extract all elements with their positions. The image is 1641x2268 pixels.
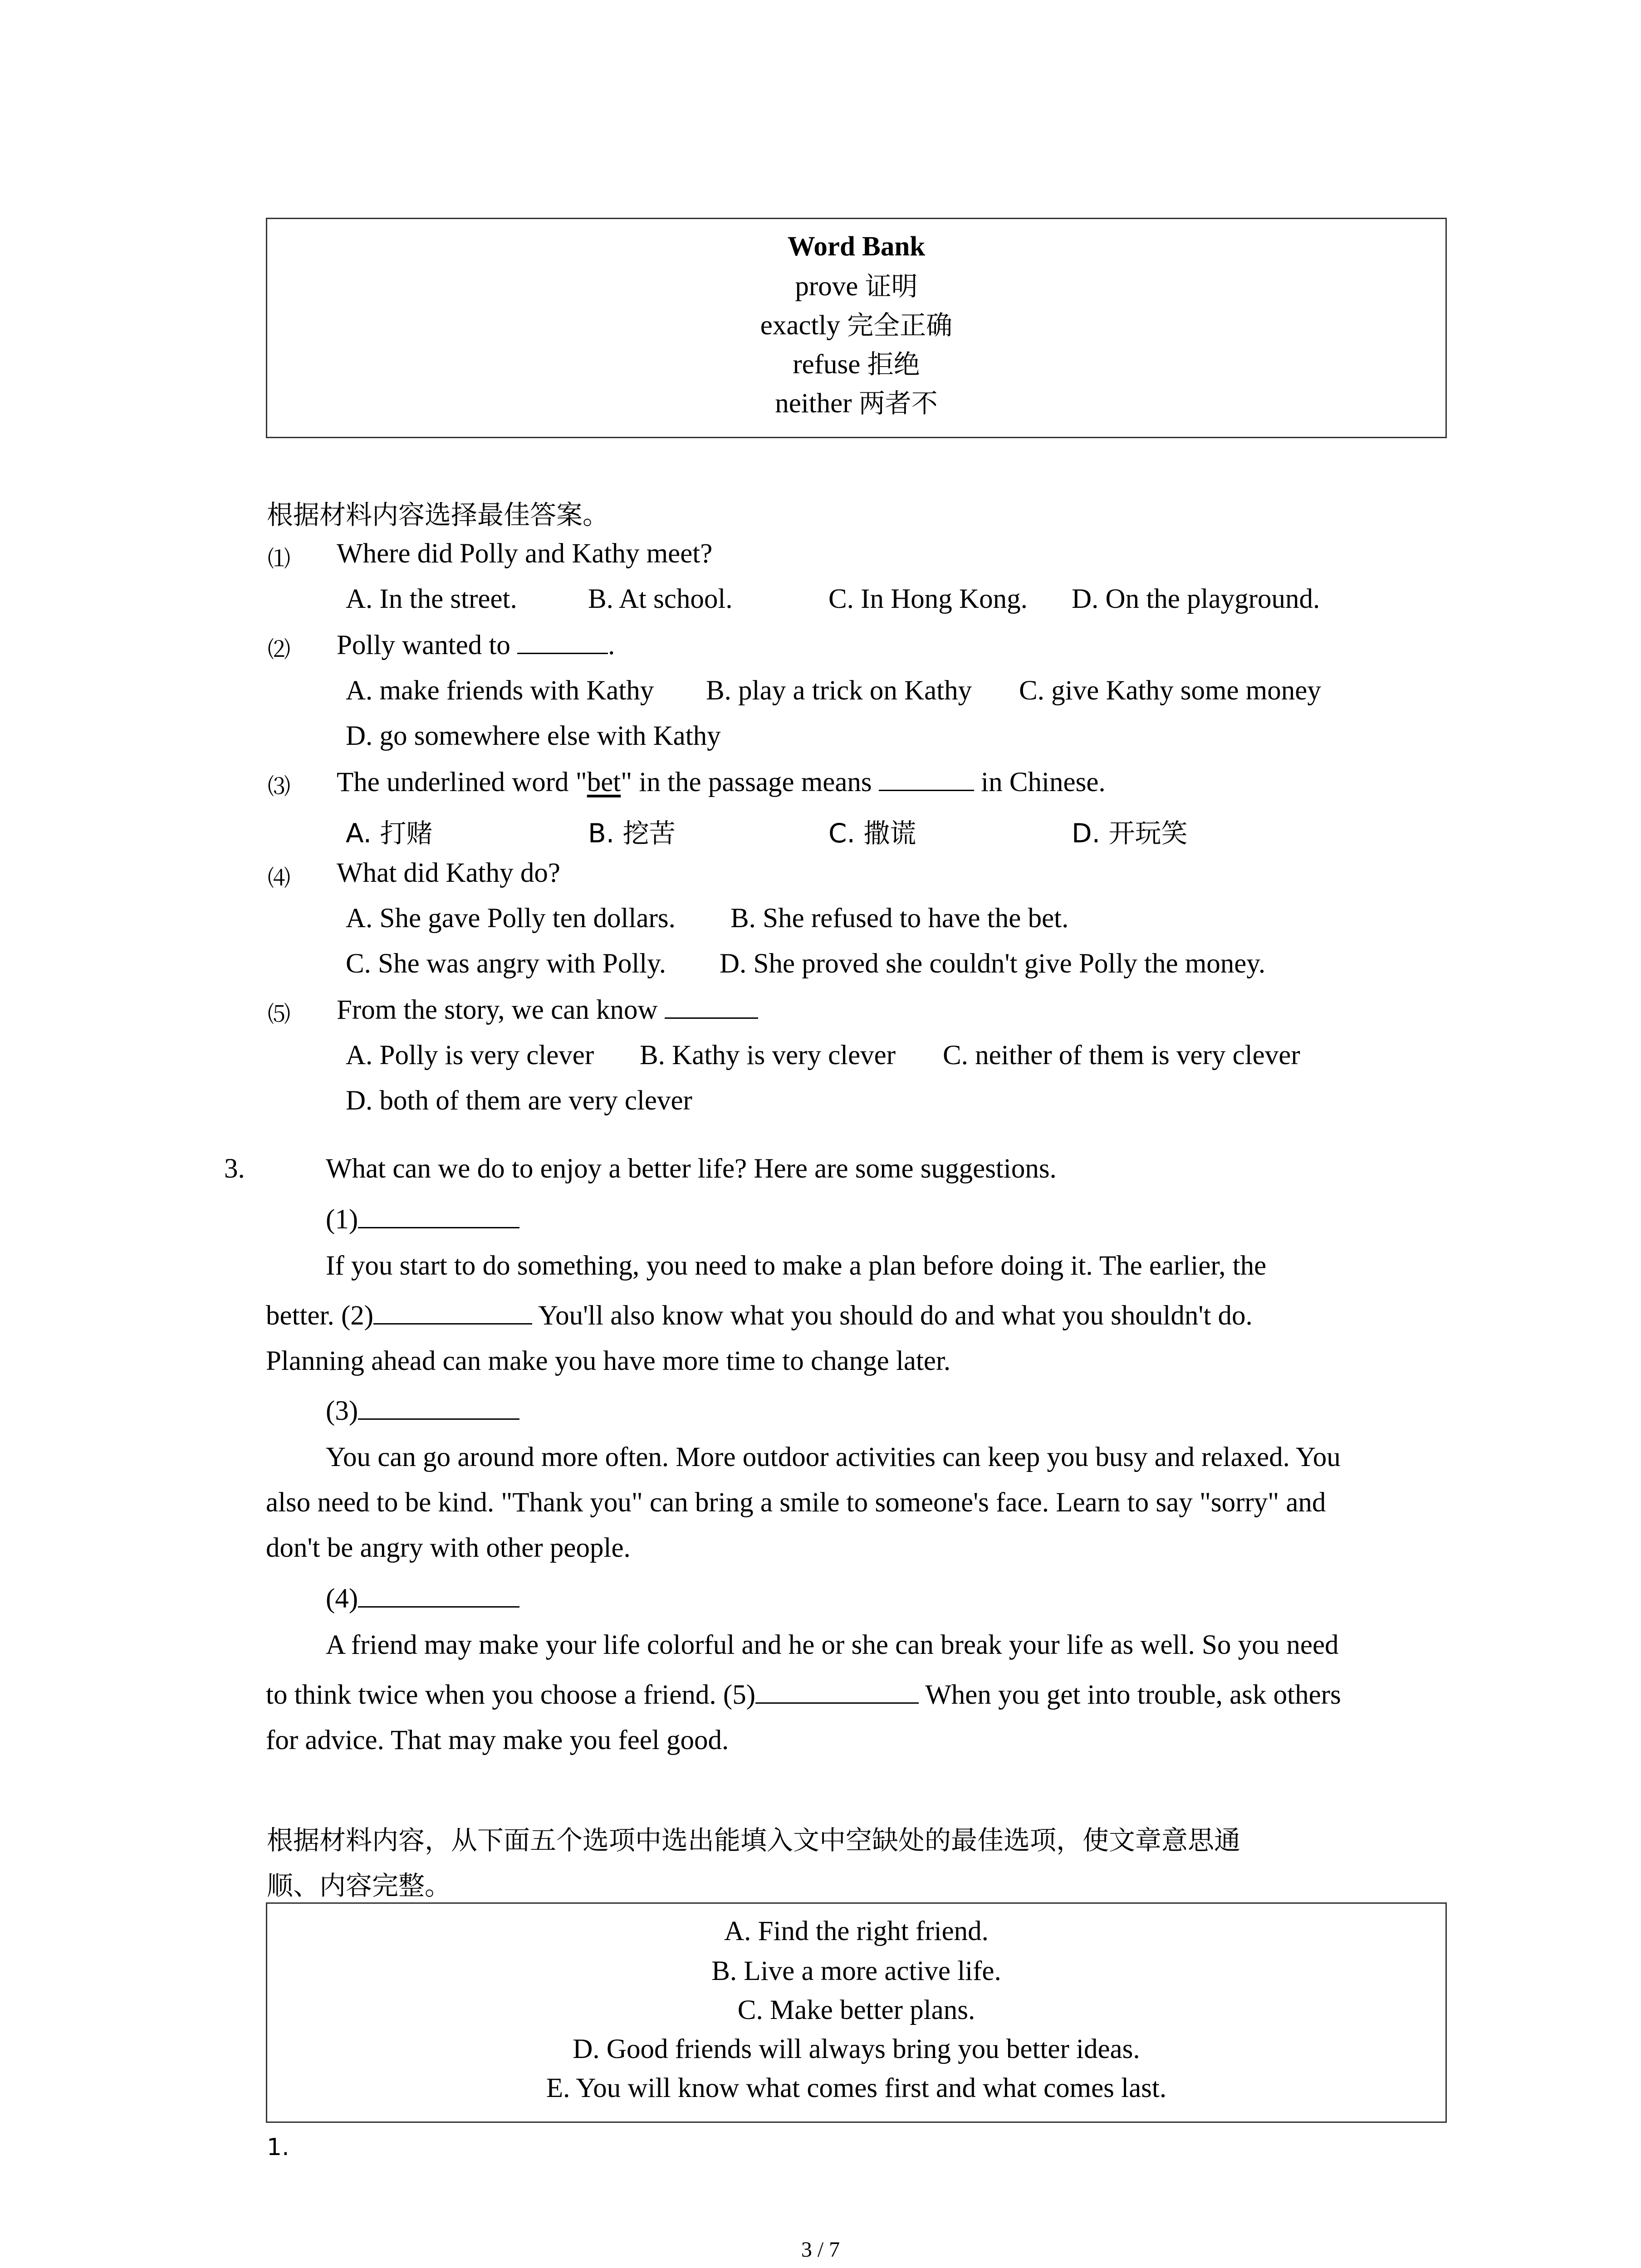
choice-option: D. Good friends will always bring you better ideas. — [573, 2034, 1140, 2064]
word-bank-entry: prove 证明 — [795, 271, 918, 302]
option: B. Kathy is very clever — [640, 1040, 896, 1070]
paragraph-line: Planning ahead can make you have more time to change later. — [266, 1346, 951, 1376]
question-stem: The underlined word "bet" in the passage means in Chinese. — [337, 767, 1106, 797]
option: A. In the street. — [346, 584, 517, 614]
answer-blank — [358, 1418, 519, 1420]
underlined-word: bet — [587, 767, 621, 797]
choice-option: E. You will know what comes first and what comes last. — [546, 2073, 1167, 2103]
answer-blank — [879, 789, 974, 791]
blank-heading-3: (3) — [326, 1397, 519, 1425]
answer-blank — [358, 1227, 519, 1228]
question-number: ⑴ — [268, 546, 290, 572]
option: D. go somewhere else with Kathy — [346, 721, 721, 751]
option: C. She was angry with Polly. — [346, 948, 666, 979]
option: C. 撒谎 — [828, 818, 916, 849]
section3-intro: What can we do to enjoy a better life? Here are some suggestions. — [326, 1154, 1057, 1184]
section3-instruction: 顺、内容完整。 — [267, 1870, 451, 1901]
question-stem: What did Kathy do? — [337, 858, 560, 888]
option: A. make friends with Kathy — [346, 675, 654, 706]
paragraph-line: A friend may make your life colorful and he or she can break your life as well. So you need — [326, 1630, 1339, 1660]
option: B. 挖苦 — [588, 818, 676, 849]
answer-blank — [517, 652, 608, 654]
question-number: ⑵ — [268, 636, 290, 663]
answer-blank — [358, 1606, 519, 1608]
question-number: ⑶ — [268, 773, 290, 800]
answer-blank — [373, 1323, 532, 1325]
word-bank-box — [266, 218, 1447, 438]
choice-option: A. Find the right friend. — [724, 1916, 989, 1946]
option: D. both of them are very clever — [346, 1085, 692, 1116]
option: C. neither of them is very clever — [943, 1040, 1300, 1070]
blank-heading-1: (1) — [326, 1206, 519, 1233]
page-number: 3 / 7 — [801, 2238, 840, 2262]
section3-instruction: 根据材料内容，从下面五个选项中选出能填入文中空缺处的最佳选项，使文章意思通 — [267, 1825, 1241, 1856]
option: D. On the playground. — [1072, 584, 1320, 614]
choice-option: B. Live a more active life. — [711, 1956, 1001, 1986]
answer-blank — [665, 1017, 758, 1019]
option: D. She proved she couldn't give Polly the money. — [720, 948, 1266, 979]
section2-instruction: 根据材料内容选择最佳答案。 — [267, 499, 609, 530]
paragraph-line: don't be angry with other people. — [266, 1533, 631, 1563]
option: A. Polly is very clever — [346, 1040, 594, 1070]
option: B. She refused to have the bet. — [730, 903, 1069, 934]
answer-label: 1. — [267, 2134, 289, 2161]
question-number: ⑷ — [268, 865, 290, 891]
paragraph-line: better. (2) You'll also know what you should do and what you shouldn't do. — [266, 1300, 1253, 1331]
paragraph-line: If you start to do something, you need to make a plan before doing it. The earlier, the — [326, 1251, 1267, 1281]
word-bank-entry: exactly 完全正确 — [760, 310, 953, 341]
option: C. In Hong Kong. — [828, 584, 1028, 614]
question-stem: From the story, we can know — [337, 996, 758, 1024]
word-bank-entry: refuse 拒绝 — [793, 349, 920, 380]
choices-box — [266, 1902, 1447, 2123]
option: B. play a trick on Kathy — [706, 675, 972, 706]
word-bank-title: Word Bank — [787, 231, 926, 262]
paragraph-line: to think twice when you choose a friend. (5) When you get into trouble, ask others — [266, 1680, 1341, 1710]
choice-option: C. Make better plans. — [737, 1995, 975, 2025]
question-number: ⑸ — [268, 1001, 290, 1027]
blank-heading-4: (4) — [326, 1585, 519, 1613]
answer-blank — [755, 1702, 919, 1704]
option: A. She gave Polly ten dollars. — [346, 903, 676, 934]
section3-number: 3. — [224, 1154, 245, 1184]
option: A. 打赌 — [346, 818, 433, 849]
question-stem: Where did Polly and Kathy meet? — [337, 538, 713, 569]
option: D. 开玩笑 — [1072, 818, 1188, 849]
paragraph-line: also need to be kind. "Thank you" can bring a smile to someone's face. Learn to say "sorry" and — [266, 1487, 1326, 1518]
paragraph-line: You can go around more often. More outdoor activities can keep you busy and relaxed. You — [326, 1442, 1341, 1472]
word-bank-entry: neither 两者不 — [775, 388, 938, 419]
question-stem: Polly wanted to . — [337, 630, 615, 660]
option: B. At school. — [588, 584, 733, 614]
paragraph-line: for advice. That may make you feel good. — [266, 1725, 729, 1755]
option: C. give Kathy some money — [1019, 675, 1321, 706]
